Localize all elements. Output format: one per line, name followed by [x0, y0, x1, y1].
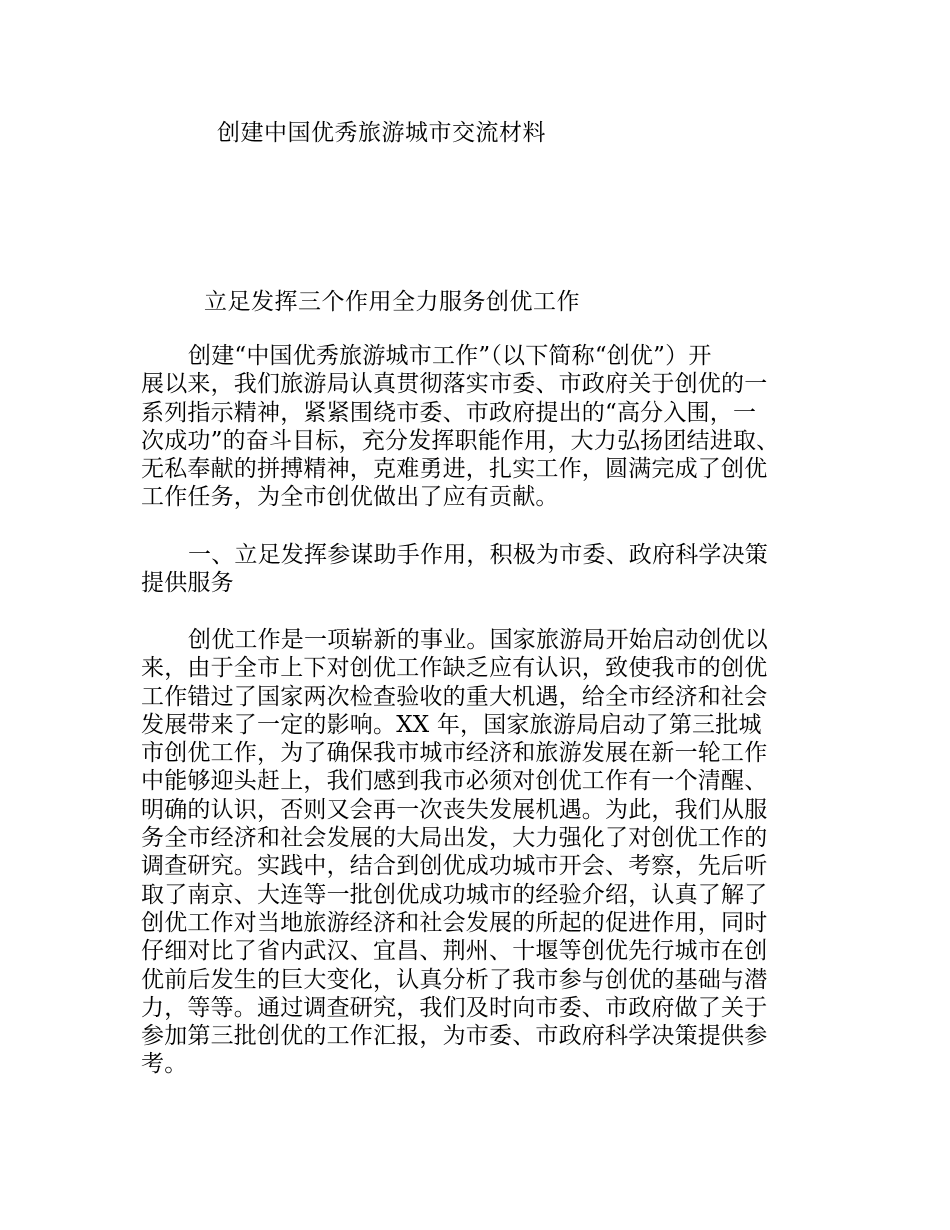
document-title: 创建中国优秀旅游城市交流材料 — [217, 120, 546, 146]
paragraph-intro — [141, 342, 779, 512]
paragraph-line: 务全市经济和社会发展的大局出发，大力强化了对创优工作的 — [141, 825, 768, 852]
paragraph-line: 次成功”的奋斗目标，充分发挥职能作用，大力弘扬团结进取、 — [141, 427, 780, 454]
section-heading-1 — [141, 541, 768, 598]
paragraph-line: 展以来，我们旅游局认真贯彻落实市委、市政府关于创优的一 — [141, 371, 768, 398]
paragraph-line: 工作错过了国家两次检查验收的重大机遇，给全市经济和社会 — [141, 683, 768, 710]
paragraph-line: 发展带来了一定的影响。XX 年，国家旅游局启动了第三批城 — [141, 711, 762, 738]
paragraph-line: 创建“中国优秀旅游城市工作”（以下简称“创优”）开 — [188, 343, 712, 369]
paragraph-line: 来，由于全市上下对创优工作缺乏应有认识，致使我市的创优 — [141, 655, 768, 682]
paragraph-line: 仔细对比了省内武汉、宜昌、荆州、十堰等创优先行城市在创 — [141, 938, 768, 965]
paragraph-line: 无私奉献的拼搏精神，克难勇进，扎实工作，圆满完成了创优 — [141, 456, 768, 483]
paragraph-line: 中能够迎头赶上，我们感到我市必须对创优工作有一个清醒、 — [141, 768, 768, 795]
document-subtitle: 立足发挥三个作用全力服务创优工作 — [204, 289, 580, 315]
paragraph-line: 取了南京、大连等一批创优成功城市的经验介绍，认真了解了 — [141, 881, 768, 908]
paragraph-line: 一、立足发挥参谋助手作用，积极为市委、政府科学决策 — [188, 542, 768, 568]
paragraph-line: 考。 — [141, 1051, 188, 1078]
paragraph-line: 明确的认识，否则又会再一次丧失发展机遇。为此，我们从服 — [141, 796, 768, 823]
paragraph-line: 创优工作是一项崭新的事业。国家旅游局开始启动创优以 — [188, 627, 768, 653]
paragraph-line: 优前后发生的巨大变化，认真分析了我市参与创优的基础与潜 — [141, 966, 768, 993]
paragraph-line: 创优工作对当地旅游经济和社会发展的所起的促进作用，同时 — [141, 909, 768, 936]
paragraph-body — [141, 626, 768, 1079]
paragraph-line: 市创优工作，为了确保我市城市经济和旅游发展在新一轮工作 — [141, 740, 768, 767]
paragraph-line: 工作任务，为全市创优做出了应有贡献。 — [141, 484, 559, 511]
paragraph-line: 系列指示精神，紧紧围绕市委、市政府提出的“高分入围，一 — [141, 399, 757, 426]
paragraph-line: 提供服务 — [141, 570, 234, 597]
paragraph-line: 参加第三批创优的工作汇报，为市委、市政府科学决策提供参 — [141, 1023, 768, 1050]
paragraph-line: 力，等等。通过调查研究，我们及时向市委、市政府做了关于 — [141, 994, 768, 1021]
paragraph-line: 调查研究。实践中，结合到创优成功城市开会、考察，先后听 — [141, 853, 768, 880]
